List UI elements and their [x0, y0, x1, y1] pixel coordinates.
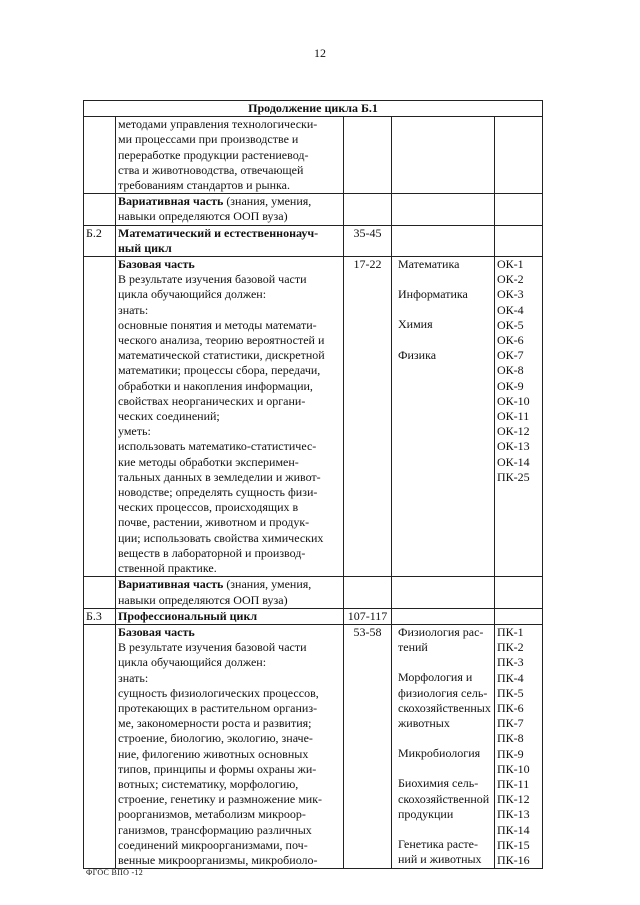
text-line: ства и животноводства, отвечающей — [118, 162, 304, 177]
section-title: Базовая часть — [118, 257, 195, 272]
discipline-name: животных — [398, 715, 450, 730]
competency-code: ПК-4 — [497, 670, 524, 685]
disciplines-cell — [392, 257, 495, 577]
cycle-title: Профессиональный цикл — [118, 608, 258, 623]
text-line: тальных данных в земледелии и живот- — [118, 469, 321, 484]
competencies-cell — [495, 257, 543, 577]
text-line: веществ в лабораторной и производ- — [118, 545, 306, 560]
competencies-cell — [495, 194, 543, 225]
table-row-b3 — [84, 608, 543, 624]
text-line: знать: — [118, 670, 149, 685]
competency-code: ПК-5 — [497, 685, 524, 700]
text-line: почве, растении, животном и продук- — [118, 515, 310, 530]
table-row-continuation — [84, 117, 543, 194]
disciplines-cell — [392, 608, 495, 624]
content-cell — [116, 608, 344, 624]
competencies-cell — [495, 608, 543, 624]
competency-code: ПК-6 — [497, 700, 524, 715]
section-title: Вариативная часть — [118, 577, 224, 592]
table-row-b3-base — [84, 624, 543, 868]
text-line: навыки определяются ООП вуза) — [118, 209, 288, 224]
discipline-name: тений — [398, 640, 428, 655]
discipline-name: Физиология рас- — [398, 624, 484, 639]
competency-code: ОК-11 — [497, 409, 530, 424]
cycle-title: ный цикл — [118, 240, 172, 255]
competency-code: ПК-3 — [497, 655, 524, 670]
competency-code: ПК-10 — [497, 761, 530, 776]
discipline-name: скохозяйственных — [398, 700, 491, 715]
page-number: 12 — [314, 46, 326, 60]
text-line: ческих процессов, происходящих в — [118, 500, 299, 515]
content-cell — [116, 117, 344, 194]
competency-code: ПК-1 — [497, 624, 524, 639]
table-row-b2 — [84, 225, 543, 256]
text-line: ганизмов, трансформацию различных — [118, 822, 312, 837]
footer-label: ФГОС ВПО -12 — [86, 868, 144, 877]
text-line: свойствах неорганических и органи- — [118, 393, 306, 408]
competencies-cell — [495, 577, 543, 608]
competency-code: ПК-14 — [497, 822, 530, 837]
competency-code: ОК-2 — [497, 272, 524, 287]
hours-cell: 17-22 — [344, 257, 392, 577]
table-header-row — [84, 101, 543, 117]
section-text: (знания, умения, — [223, 577, 312, 592]
competency-code: ПК-15 — [497, 837, 530, 852]
discipline-name: Генетика расте- — [398, 836, 478, 851]
disciplines-cell — [392, 117, 495, 194]
text-line: соединений микроорганизмами, поч- — [118, 837, 308, 852]
text-line: типов, принципы и формы охраны жи- — [118, 761, 317, 776]
competency-code: ОК-13 — [497, 439, 530, 454]
text-line: строение, генетику и размножение мик- — [118, 792, 323, 807]
hours-cell — [344, 194, 392, 225]
content-cell — [116, 577, 344, 608]
text-line: роорганизмов, метаболизм микроор- — [118, 807, 306, 822]
competency-code: ОК-1 — [497, 257, 524, 272]
hours-cell: 107-117 — [344, 608, 392, 624]
text-line: переработке продукции растениевод- — [118, 147, 309, 162]
discipline-name: физиология сель- — [398, 685, 488, 700]
competency-code: ПК-9 — [497, 746, 524, 761]
discipline-name: скохозяйственной — [398, 791, 490, 806]
code-cell: Б.3 — [84, 608, 116, 624]
discipline-name: Химия — [398, 317, 433, 332]
code-cell — [84, 117, 116, 194]
competency-code: ОК-14 — [497, 454, 530, 469]
section-title: Вариативная часть — [118, 194, 224, 209]
content-cell — [116, 624, 344, 868]
text-line: кие методы обработки эксперимен- — [118, 454, 299, 469]
text-line: требованиям стандартов и рынка. — [118, 178, 290, 193]
text-line: вотных; систематику, морфологию, — [118, 776, 299, 791]
discipline-name: Математика — [398, 257, 460, 272]
content-cell — [116, 194, 344, 225]
table-row-b2-variable — [84, 577, 543, 608]
hours-cell — [344, 577, 392, 608]
text-line: методами управления технологически- — [118, 117, 318, 132]
competency-code: ОК-8 — [497, 363, 524, 378]
text-line: ственной практике. — [118, 561, 217, 576]
spacer — [398, 761, 492, 776]
section-title: Базовая часть — [118, 624, 195, 639]
text-line: венные микроорганизмы, микробиоло- — [118, 852, 318, 867]
competencies-cell — [495, 624, 543, 868]
competency-code: ОК-7 — [497, 348, 524, 363]
competency-code: ОК-10 — [497, 393, 530, 408]
text-line: обработки и накопления информации, — [118, 378, 313, 393]
text-line: основные понятия и методы математи- — [118, 317, 317, 332]
discipline-name: Биохимия сель- — [398, 776, 479, 791]
text-line: математики; процессы сбора, передачи, — [118, 363, 321, 378]
cycle-title: Математический и естественнонауч- — [118, 225, 319, 240]
spacer — [398, 822, 492, 837]
text-line: В результате изучения базовой части — [118, 640, 307, 655]
text-line: ческого анализа, теорию вероятностей и — [118, 333, 325, 348]
code-cell — [84, 624, 116, 868]
competency-code: ПК-11 — [497, 776, 530, 791]
competency-code: ПК-7 — [497, 716, 524, 731]
competency-code: ПК-25 — [497, 469, 530, 484]
code-cell: Б.2 — [84, 225, 116, 256]
competency-code: ОК-5 — [497, 317, 524, 332]
text-line: цикла обучающийся должен: — [118, 655, 267, 670]
text-line: В результате изучения базовой части — [118, 272, 307, 287]
content-cell — [116, 257, 344, 577]
text-line: протекающих в растительном организ- — [118, 700, 318, 715]
text-line: цикла обучающийся должен: — [118, 287, 267, 302]
text-line: математической статистики, дискретной — [118, 348, 325, 363]
competencies-cell — [495, 225, 543, 256]
disciplines-cell — [392, 225, 495, 256]
hours-cell: 53-58 — [344, 624, 392, 868]
competency-code: ПК-16 — [497, 852, 530, 867]
text-line: новодстве; определять сущность физи- — [118, 485, 318, 500]
discipline-name: Информатика — [398, 287, 468, 302]
disciplines-cell — [392, 624, 495, 868]
text-line: уметь: — [118, 424, 151, 439]
disciplines-cell — [392, 194, 495, 225]
spacer — [398, 731, 492, 746]
text-line: знать: — [118, 302, 149, 317]
disciplines-cell — [392, 577, 495, 608]
discipline-name: Микробиология — [398, 746, 481, 761]
code-cell — [84, 257, 116, 577]
competency-code: ПК-2 — [497, 640, 524, 655]
hours-cell — [344, 117, 392, 194]
text-line: строение, биологию, экологию, значе- — [118, 731, 313, 746]
table-row-b1-variable — [84, 194, 543, 225]
competency-code: ОК-6 — [497, 333, 524, 348]
text-line: навыки определяются ООП вуза) — [118, 592, 288, 607]
discipline-name: продукции — [398, 806, 454, 821]
competency-code: ПК-13 — [497, 807, 530, 822]
competency-code: ПК-12 — [497, 792, 530, 807]
text-line: использовать математико-статистичес- — [118, 439, 317, 454]
section-text: (знания, умения, — [223, 194, 312, 209]
code-cell — [84, 577, 116, 608]
text-line: сущность физиологических процессов, — [118, 685, 319, 700]
curriculum-table — [83, 100, 543, 869]
competency-code: ОК-4 — [497, 302, 524, 317]
hours-cell: 35-45 — [344, 225, 392, 256]
content-cell — [116, 225, 344, 256]
competency-code: ОК-3 — [497, 287, 524, 302]
discipline-name: Физика — [398, 347, 437, 362]
competency-code: ОК-9 — [497, 378, 524, 393]
text-line: ческих соединений; — [118, 409, 220, 424]
code-cell — [84, 194, 116, 225]
text-line: ции; использовать свойства химических — [118, 530, 324, 545]
table-row-b2-base — [84, 257, 543, 577]
text-line: ми процессами при производстве и — [118, 132, 299, 147]
discipline-name: Морфология и — [398, 670, 473, 685]
spacer — [398, 655, 492, 670]
competency-code: ОК-12 — [497, 424, 530, 439]
text-line: ме, закономерности роста и развития; — [118, 716, 312, 731]
competencies-cell — [495, 117, 543, 194]
text-line: ние, филогению животных основных — [118, 746, 309, 761]
competency-code: ПК-8 — [497, 731, 524, 746]
discipline-name: ний и животных — [398, 852, 482, 867]
table-header: Продолжение цикла Б.1 — [84, 101, 543, 117]
